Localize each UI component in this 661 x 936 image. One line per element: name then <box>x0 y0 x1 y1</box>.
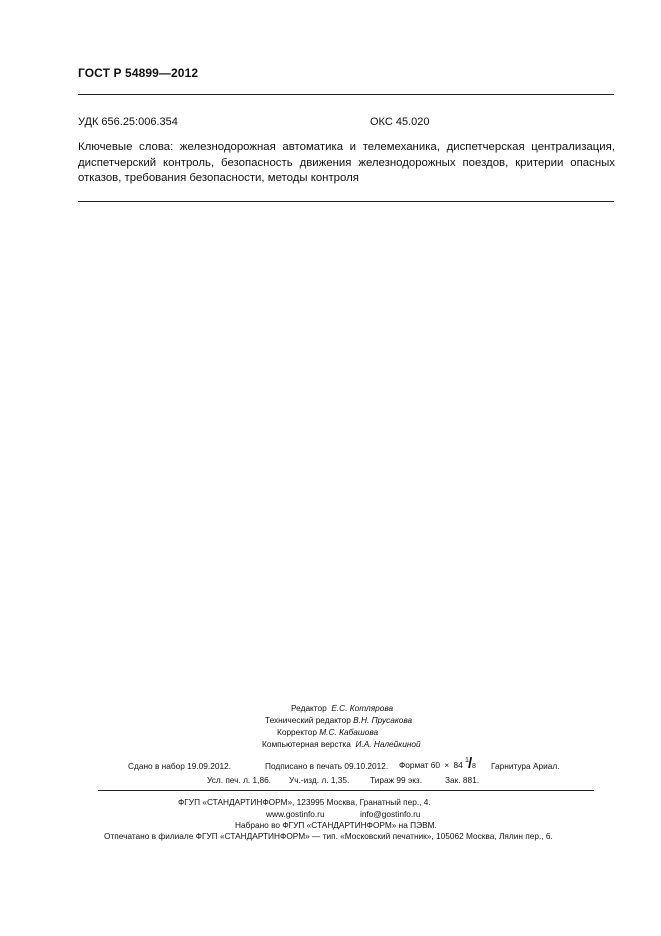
credit-editor: Редактор Е.С. Котлярова <box>291 703 394 713</box>
oks-code: ОКС 45.020 <box>370 116 430 128</box>
udk-code: УДК 656.25:006.354 <box>78 116 178 128</box>
imprint-signed: Подписано в печать 09.10.2012. <box>265 761 389 771</box>
publisher-website: www.gostinfo.ru <box>266 809 325 819</box>
imprint-format: Формат 60 × 84 1 / 8 <box>399 755 476 772</box>
imprint-order: Зак. 881. <box>445 775 480 785</box>
publisher-printed: Отпечатано в филиале ФГУП «СТАНДАРТИНФОРМ» — тип. «Московский печатник», 105062 Москва, Лялин пер., 6. <box>104 831 553 841</box>
standard-number: ГОСТ Р 54899—2012 <box>78 66 199 80</box>
header-rule <box>78 94 614 95</box>
publisher-typeset: Набрано во ФГУП «СТАНДАРТИНФОРМ» на ПЭВМ. <box>235 820 437 830</box>
imprint-separator <box>98 790 594 791</box>
credit-proofreader: Корректор М.С. Кабашова <box>277 727 379 737</box>
imprint-circulation: Тираж 99 экз. <box>370 775 423 785</box>
format-fraction: 1 / 8 <box>465 755 476 772</box>
imprint-font: Гарнитура Ариал. <box>491 761 560 771</box>
keywords-paragraph: Ключевые слова: железнодорожная автоматика и телемеханика, диспетчерская централизация, диспетчерский контроль, безопасность движения железнодорожных поездов, критерии опасных отказов, требования безопасности, методы контроля <box>78 141 615 184</box>
credit-layout: Компьютерная верстка И.А. Налейкиной <box>262 739 421 749</box>
keywords-rule <box>78 201 614 202</box>
publisher-email: info@gostinfo.ru <box>360 809 421 819</box>
credit-tech-editor: Технический редактор В.Н. Прусакова <box>265 715 413 725</box>
imprint-typeset: Сдано в набор 19.09.2012. <box>128 761 231 771</box>
imprint-print-sheets: Усл. печ. л. 1,86. <box>207 775 271 785</box>
imprint-pub-sheets: Уч.-изд. л. 1,35. <box>289 775 350 785</box>
publisher-address: ФГУП «СТАНДАРТИНФОРМ», 123995 Москва, Гранатный пер., 4. <box>178 797 431 807</box>
